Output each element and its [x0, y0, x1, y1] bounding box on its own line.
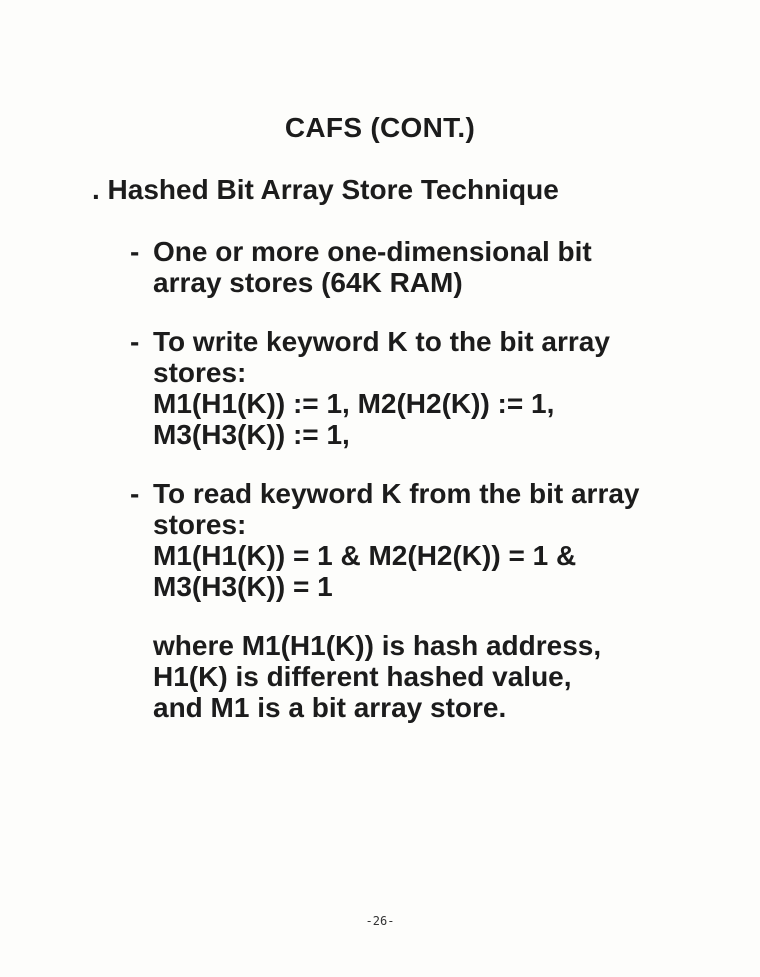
- bullet-dash: -: [130, 478, 140, 509]
- bullet-item-read-keyword: [130, 478, 640, 602]
- bullet-line: stores:: [153, 509, 247, 540]
- bullet-dash: -: [130, 326, 140, 357]
- formula-line: M3(H3(K)) = 1: [153, 571, 333, 602]
- formula-line: M1(H1(K)) = 1 & M2(H2(K)) = 1 &: [153, 540, 577, 571]
- bullet-dash: -: [130, 236, 140, 267]
- bullet-line: To write keyword K to the bit array: [153, 326, 610, 357]
- bullet-item-bit-array-stores: [130, 236, 592, 298]
- bullet-line: stores:: [153, 357, 247, 388]
- explanation-note: [130, 630, 601, 723]
- page-title: CAFS (CONT.): [284, 112, 476, 143]
- bullet-item-write-keyword: [130, 326, 610, 450]
- bullet-line: To read keyword K from the bit array: [153, 478, 640, 509]
- page-number: -26-: [365, 914, 395, 928]
- note-line: where M1(H1(K)) is hash address,: [153, 630, 602, 661]
- formula-line: M1(H1(K)) := 1, M2(H2(K)) := 1,: [153, 388, 555, 419]
- formula-line: M3(H3(K)) := 1,: [153, 419, 350, 450]
- section-heading: . Hashed Bit Array Store Technique: [92, 174, 559, 205]
- note-line: and M1 is a bit array store.: [153, 692, 507, 723]
- bullet-line: array stores (64K RAM): [153, 267, 463, 298]
- bullet-line: One or more one-dimensional bit: [153, 236, 592, 267]
- note-line: H1(K) is different hashed value,: [153, 661, 572, 692]
